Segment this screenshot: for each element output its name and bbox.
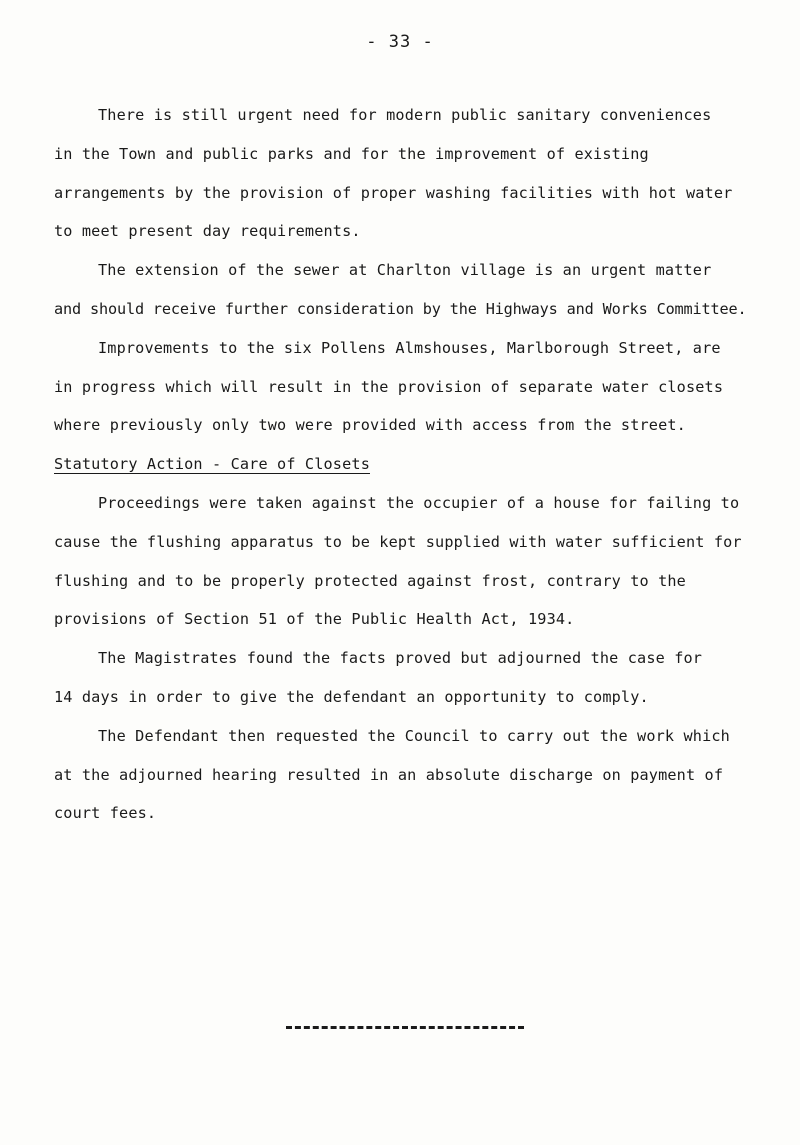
text-line: The extension of the sewer at Charlton village is an urgent matter	[98, 261, 712, 280]
text-line: in the Town and public parks and for the improvement of existing	[54, 144, 649, 163]
text-line: where previously only two were provided with access from the street.	[54, 416, 686, 435]
paragraph-defendant	[54, 717, 794, 833]
text-line: Proceedings were taken against the occupier of a house for failing to	[98, 493, 740, 512]
text-line: arrangements by the provision of proper washing facilities with hot water	[54, 183, 733, 202]
section-divider	[286, 1026, 524, 1029]
paragraph-sanitary-conveniences	[54, 96, 794, 251]
paragraph-proceedings	[54, 484, 794, 639]
text-line: and should receive further consideration by the Highways and Works Committee.	[54, 299, 747, 318]
text-line: provisions of Section 51 of the Public Health Act, 1934.	[54, 610, 575, 629]
page-number: - 33 -	[366, 32, 434, 52]
paragraph-magistrates	[54, 639, 794, 717]
text-line: flushing and to be properly protected against frost, contrary to the	[54, 571, 686, 590]
paragraph-sewer-extension	[54, 251, 794, 329]
text-line: 14 days in order to give the defendant an opportunity to comply.	[54, 687, 649, 706]
text-line: Improvements to the six Pollens Almshouses, Marlborough Street, are	[98, 338, 721, 357]
text-line: The Defendant then requested the Council to carry out the work which	[98, 726, 730, 745]
text-line: in progress which will result in the provision of separate water closets	[54, 377, 724, 396]
document-body	[54, 96, 794, 833]
text-line: The Magistrates found the facts proved but adjourned the case for	[98, 649, 703, 668]
text-line: to meet present day requirements.	[54, 222, 361, 241]
paragraph-almshouses	[54, 329, 794, 445]
text-line: cause the flushing apparatus to be kept supplied with water sufficient for	[54, 532, 742, 551]
text-line: There is still urgent need for modern public sanitary conveniences	[98, 106, 712, 124]
text-line: court fees.	[54, 804, 157, 823]
section-heading: Statutory Action - Care of Closets	[54, 455, 370, 474]
text-line: at the adjourned hearing resulted in an absolute discharge on payment of	[54, 765, 724, 784]
